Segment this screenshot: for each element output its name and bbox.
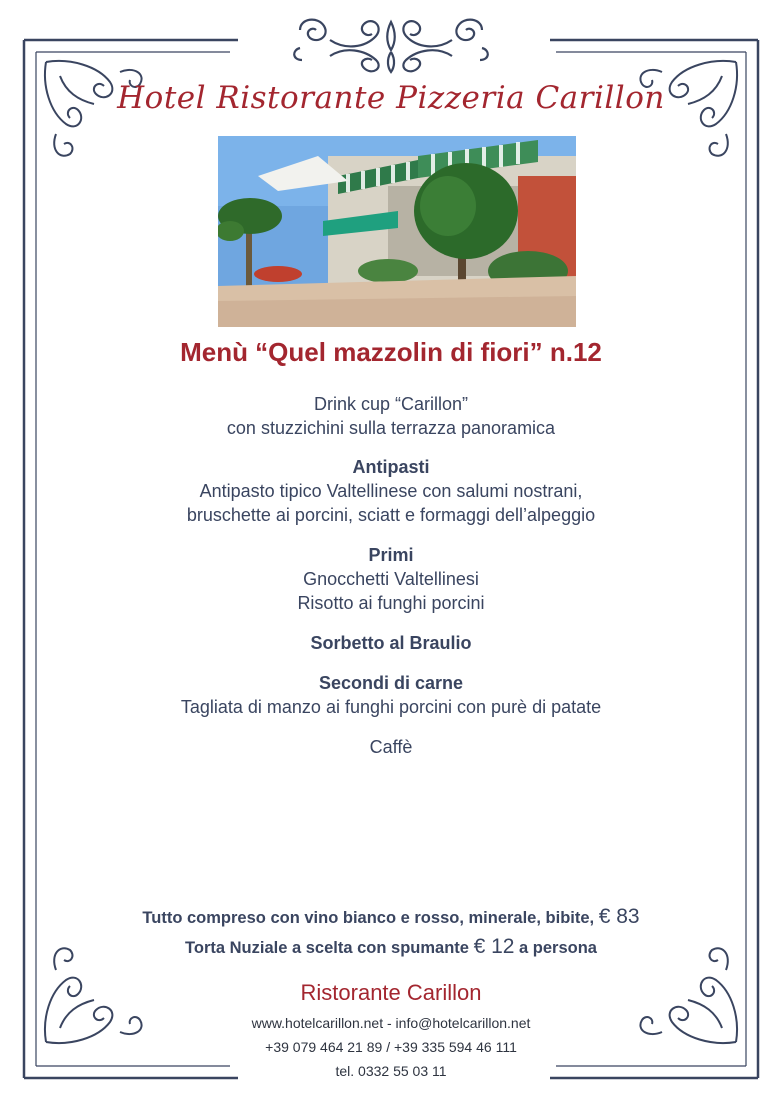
antipasti-line-2: bruschette ai porcini, sciatt e formaggi dell’alpeggio — [186, 505, 596, 525]
caffe-line: Caffè — [369, 737, 413, 757]
included-price-line — [0, 905, 782, 929]
intro-line-2: con stuzzichini sulla terrazza panoramica — [226, 418, 556, 438]
intro-line-1: Drink cup “Carillon” — [313, 394, 469, 414]
secondi-section — [0, 671, 782, 719]
sorbetto-section — [0, 631, 782, 655]
primi-section — [0, 543, 782, 615]
phone-line: +39 079 464 21 89 / +39 335 594 46 111 — [265, 1039, 517, 1055]
antipasti-heading: Antipasti — [352, 457, 430, 477]
top-scroll-ornament — [294, 20, 488, 72]
primi-heading: Primi — [368, 545, 414, 565]
secondi-heading: Secondi di carne — [318, 673, 464, 693]
tel-line: tel. 0332 55 03 11 — [335, 1063, 447, 1079]
menu-intro — [0, 392, 782, 440]
hotel-building-photo — [218, 136, 576, 327]
antipasti-line-1: Antipasto tipico Valtellinese con salumi nostrani, — [199, 481, 583, 501]
web-email-line: www.hotelcarillon.net - info@hotelcarillon.net — [251, 1015, 531, 1031]
cake-price-line — [0, 935, 782, 959]
cake-text: Torta Nuziale a scelta con spumante — [185, 939, 469, 957]
restaurant-name: Ristorante Carillon — [300, 980, 482, 1005]
hotel-title: Hotel Ristorante Pizzeria Carillon — [117, 80, 665, 116]
secondi-line-1: Tagliata di manzo ai funghi porcini con purè di patate — [180, 697, 602, 717]
primi-line-1: Gnocchetti Valtellinesi — [303, 569, 479, 589]
sorbetto-heading: Sorbetto al Braulio — [310, 633, 472, 653]
included-text: Tutto compreso con vino bianco e rosso, minerale, bibite, — [142, 909, 595, 927]
cake-suffix: a persona — [519, 939, 597, 957]
primi-line-2: Risotto ai funghi porcini — [297, 593, 485, 613]
included-price: € 83 — [598, 905, 640, 928]
cake-price: € 12 — [473, 935, 515, 958]
caffe-section — [0, 735, 782, 759]
antipasti-section — [0, 455, 782, 527]
menu-title: Menù “Quel mazzolin di fiori” n.12 — [180, 337, 602, 367]
